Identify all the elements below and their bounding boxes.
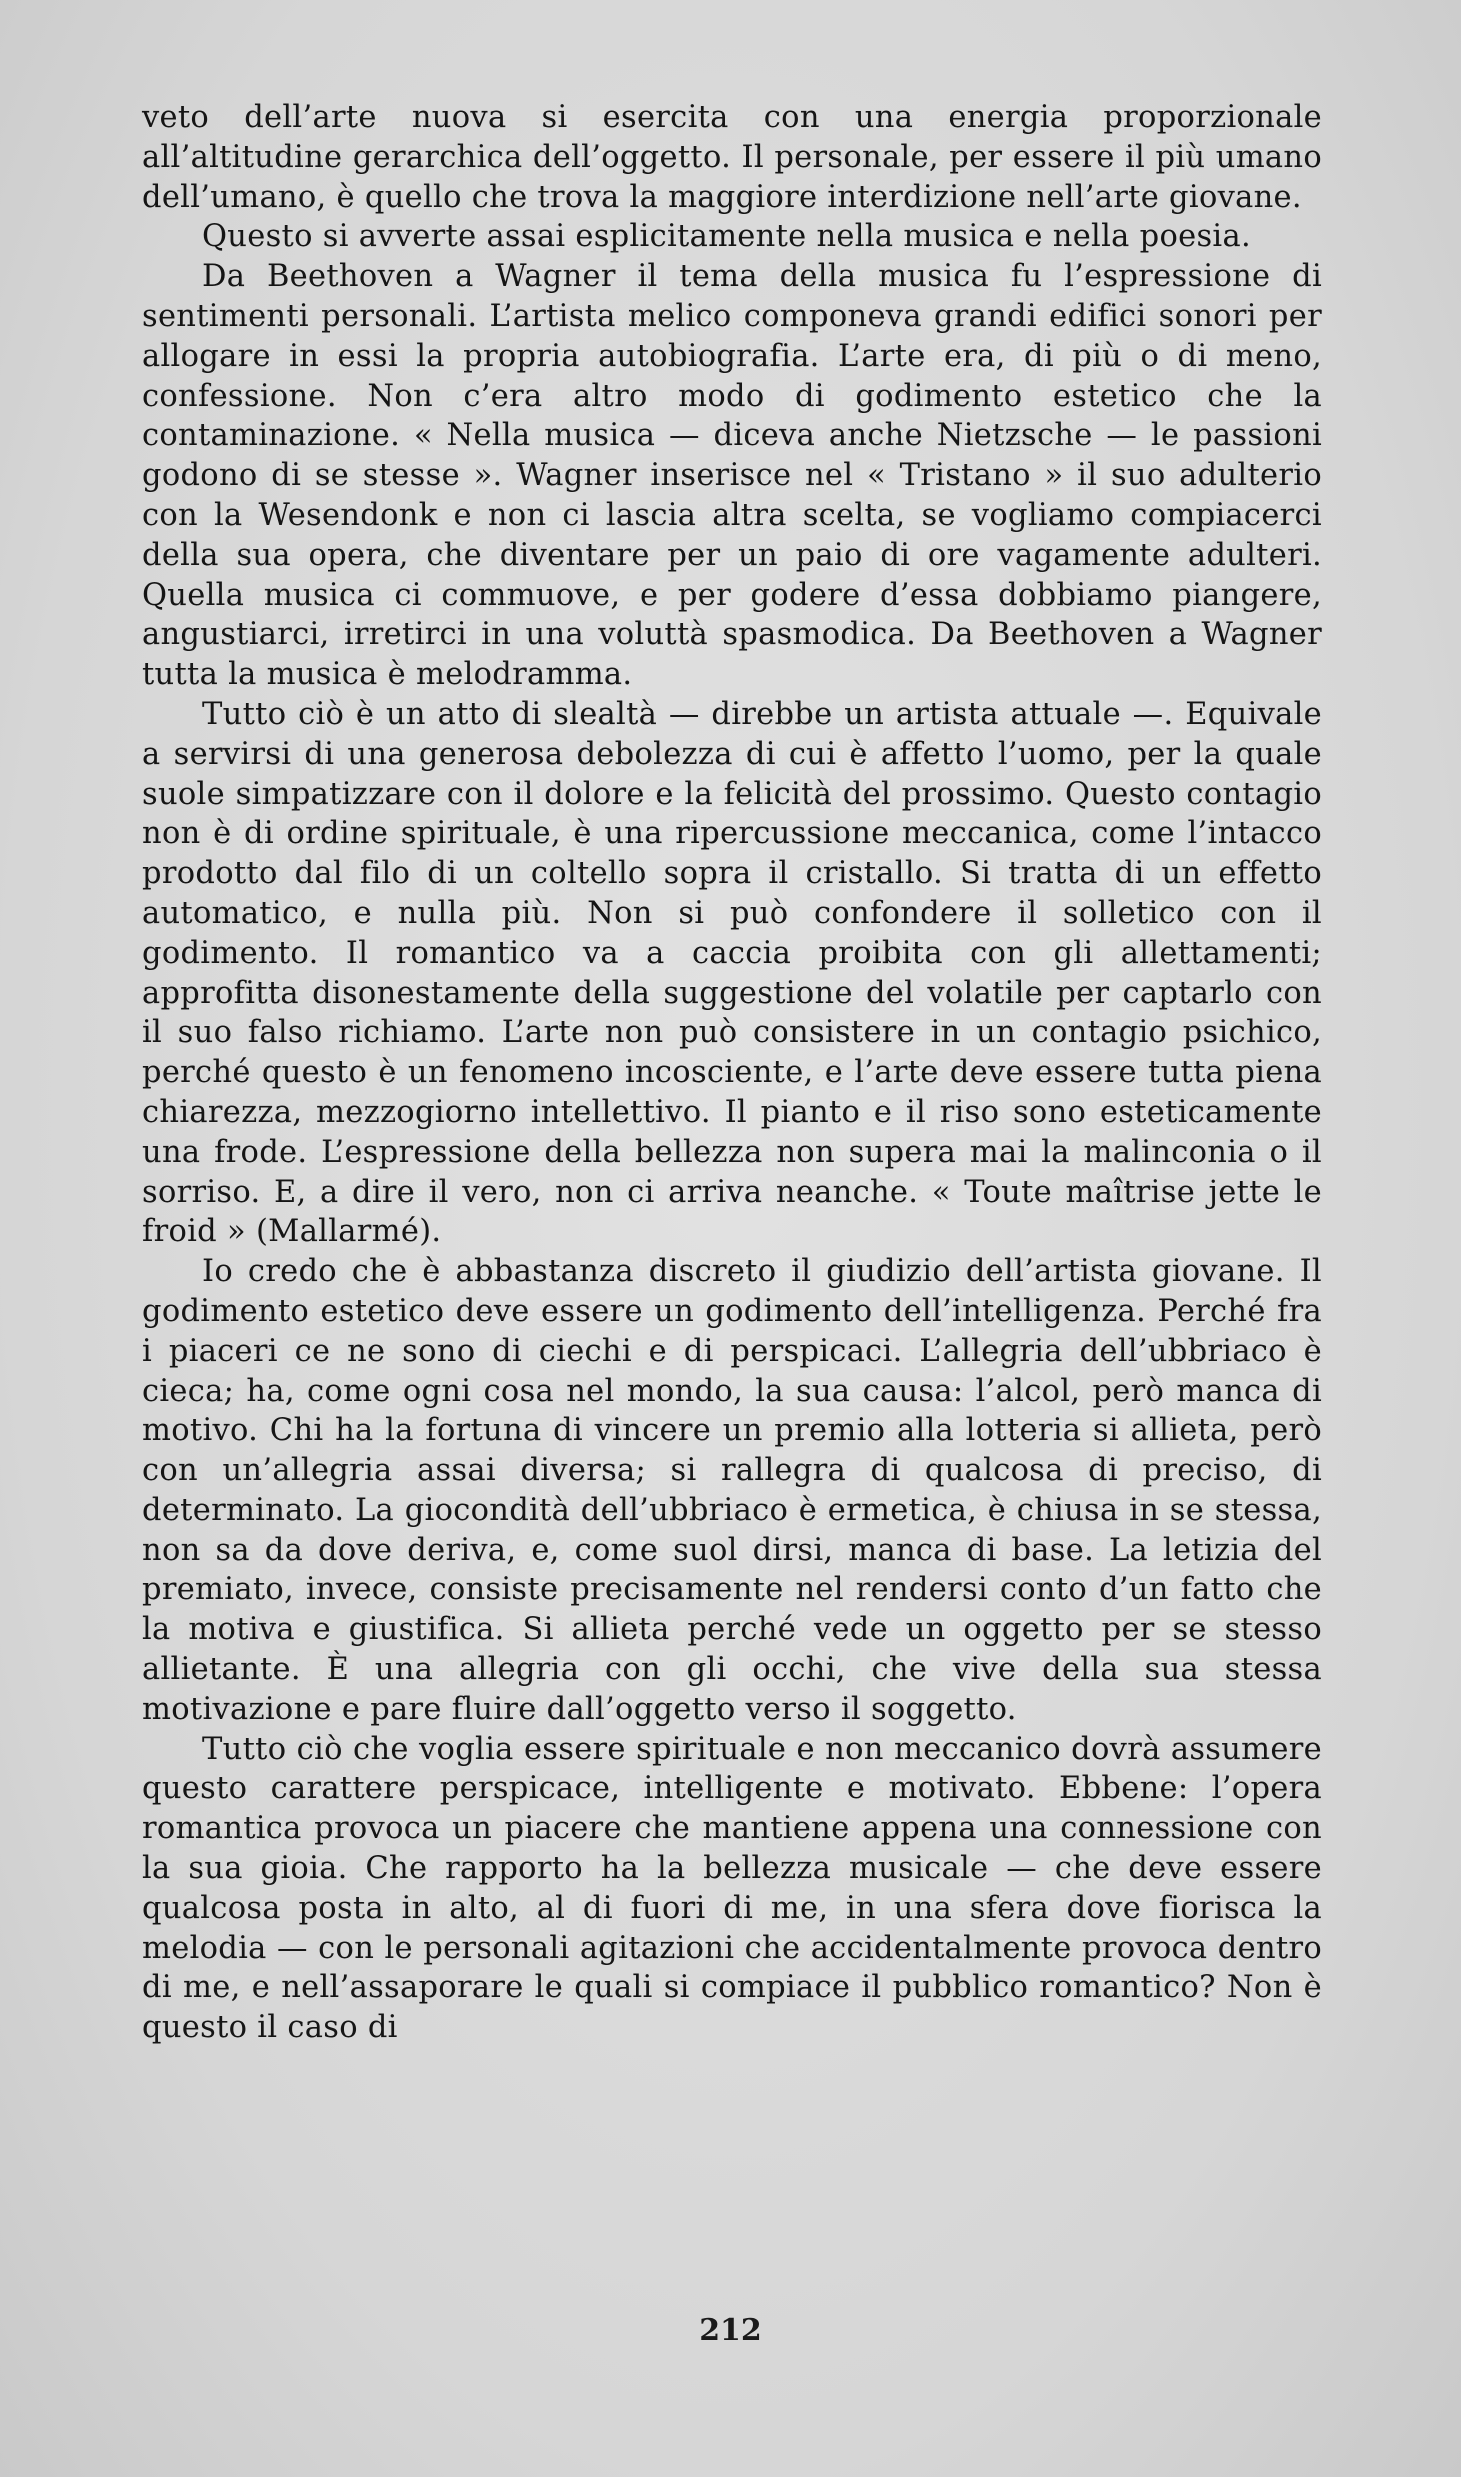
paragraph: Tutto ciò è un atto di slealtà — direbbe un artista attuale —. Equivale a servirsi di una generosa debolezza di cui è affetto l’uomo, per la quale suole simpatizzare con il dolore e la felicità del prossimo. Questo contagio non è di ordine spirituale, è una ripercussione meccanica, come l’intacco prodotto dal filo di un coltello sopra il cristallo. Si tratta di un effetto automatico, e nulla più. Non si può confondere il solletico con il godimento. Il romantico va a caccia proibita con gli allettamenti; approfitta disonestamente della suggestione del volatile per captarlo con il suo falso richiamo. L’arte non può consistere in un contagio psichico, perché questo è un fenomeno incosciente, e l’arte deve essere tutta piena chiarezza, mezzogiorno intellettivo. Il pianto e il riso sono esteticamente una frode. L’espressione della bellezza non supera mai la malinconia o il sorriso. E, a dire il vero, non ci arriva neanche. « Toute maîtrise jette le froid » (Mallarmé). — [142, 696, 1322, 1250]
page-number: 212 — [699, 2313, 762, 2348]
paragraph-continued: veto dell’arte nuova si esercita con una energia proporzionale all’altitudine gerarchica dell’oggetto. Il personale, per essere il più umano dell’umano, è quello che trova la maggiore interdizione nell’arte giovane. — [142, 100, 1322, 215]
paragraph: Da Beethoven a Wagner il tema della musica fu l’espressione di sentimenti personali. L’artista melico componeva grandi edifici sonori per allogare in essi la propria autobiografia. L’arte era, di più o di meno, confessione. Non c’era altro modo di godimento estetico che la contaminazione. « Nella musica — diceva anche Nietzsche — le passioni godono di se stesse ». Wagner inserisce nel « Tristano » il suo adulterio con la Wesendonk e non ci lascia altra scelta, se vogliamo compiacerci della sua opera, che diventare per un paio di ore vagamente adulteri. Quella musica ci commuove, e per godere d’essa dobbiamo piangere, angustiarci, irretirci in una voluttà spasmodica. Da Beethoven a Wagner tutta la musica è melodramma. — [142, 259, 1322, 693]
paragraph: Io credo che è abbastanza discreto il giudizio dell’artista giovane. Il godimento estetico deve essere un godimento dell’intelligenza. Perché fra i piaceri ce ne sono di ciechi e di perspicaci. L’allegria dell’ubbriaco è cieca; ha, come ogni cosa nel mondo, la sua causa: l’alcol, però manca di motivo. Chi ha la fortuna di vincere un premio alla lotteria si allieta, però con un’allegria assai diversa; si rallegra di qualcosa di preciso, di determinato. La giocondità dell’ubbriaco è ermetica, è chiusa in se stessa, non sa da dove deriva, e, come suol dirsi, manca di base. La letizia del premiato, invece, consiste precisamente nel rendersi conto d’un fatto che la motiva e giustifica. Si allieta perché vede un oggetto per se stesso allietante. È una allegria con gli occhi, che vive della sua stessa motivazione e pare fluire dall’oggetto verso il soggetto. — [142, 1254, 1322, 1727]
paragraph: Questo si avverte assai esplicitamente nella musica e nella poesia. — [202, 219, 1251, 255]
paragraph: Tutto ciò che voglia essere spirituale e non meccanico dovrà assumere questo carattere perspicace, intelligente e motivato. Ebbene: l’opera romantica provoca un piacere che mantiene appena una connessione con la sua gioia. Che rapporto ha la bellezza musicale — che deve essere qualcosa posta in alto, al di fuori di me, in una sfera dove fiorisca la melodia — con le personali agitazioni che accidentalmente provoca dentro di me, e nell’assaporare le quali si compiace il pubblico romantico? Non è questo il caso di — [142, 1731, 1322, 2046]
body-text — [142, 98, 1322, 2048]
